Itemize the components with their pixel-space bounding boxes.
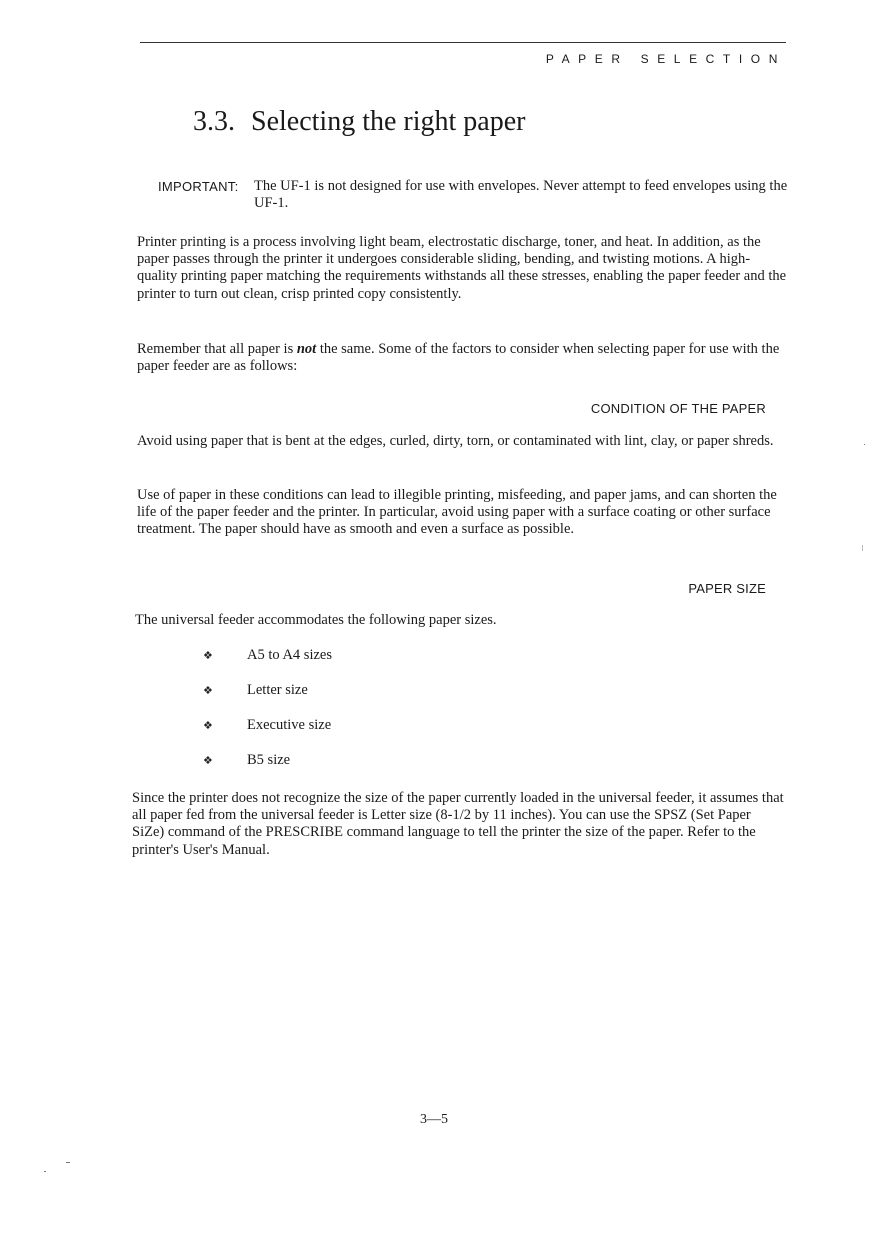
scan-speck (66, 1162, 70, 1163)
important-note (158, 178, 788, 212)
important-text: The UF-1 is not designed for use with envelopes. Never attempt to feed envelopes using the UF-1. (254, 178, 788, 211)
scan-speck (862, 545, 863, 551)
subheading-condition: CONDITION OF THE PAPER (590, 401, 766, 416)
remember-paragraph (137, 341, 789, 375)
list-item (203, 680, 332, 715)
section-heading (193, 104, 525, 140)
remember-emphasis: not (296, 341, 317, 357)
diamond-bullet-icon: ❖ (203, 649, 213, 662)
list-item (203, 750, 332, 785)
list-item-label: B5 size (247, 752, 291, 768)
size-intro-paragraph: The universal feeder accommodates the following paper sizes. (135, 612, 497, 628)
page-number: 3—5 (420, 1112, 448, 1127)
section-title: Selecting the right paper (251, 106, 526, 137)
list-item-label: Executive size (247, 717, 332, 733)
scan-speck (864, 444, 865, 445)
subheading-paper-size: PAPER SIZE (688, 581, 766, 596)
diamond-bullet-icon: ❖ (203, 719, 213, 732)
condition-paragraph-2: Use of paper in these conditions can lead to illegible printing, misfeeding, and paper jams, and can shorten the life of the paper feeder and the printer. In particular, avoid using paper with a surface coating or other surface treatment. The paper should have as smooth and even a surface as possible. (137, 487, 777, 538)
running-head: PAPER SELECTION (545, 52, 786, 66)
list-item (203, 645, 332, 680)
diamond-bullet-icon: ❖ (203, 684, 213, 697)
size-note-paragraph: Since the printer does not recognize the size of the paper currently loaded in the universal feeder, it assumes that all paper fed from the universal feeder is Letter size (8-1/2 by 11 inches). You can use the SPSZ (Set Paper SiZe) command of the PRESCRIBE command language to tell the printer the size of the paper. Refer to the printer's User's Manual. (132, 790, 784, 858)
paper-size-list (203, 645, 332, 785)
list-item-label: Letter size (247, 682, 308, 698)
header-rule (140, 42, 786, 43)
remember-text-end: the same. Some of the factors to consider when selecting paper for use with the paper feeder are as follows: (137, 341, 780, 375)
important-label: IMPORTANT: (158, 179, 239, 194)
section-number: 3.3. (193, 106, 235, 137)
scan-speck (44, 1171, 46, 1172)
remember-text-start: Remember that all paper is (137, 341, 297, 357)
list-item-label: A5 to A4 sizes (247, 647, 332, 663)
intro-paragraph: Printer printing is a process involving light beam, electrostatic discharge, toner, and heat. In addition, as the paper passes through the printer it undergoes considerable sliding, bending, and twisting motions. A high- quality printing paper matching the requirements withstands all these stresses, enabling the paper feeder and the printer to turn out clean, crisp printed copy consistently. (137, 234, 787, 302)
condition-paragraph-1: Avoid using paper that is bent at the edges, curled, dirty, torn, or contaminated with lint, clay, or paper shreds. (137, 433, 774, 449)
list-item (203, 715, 332, 750)
diamond-bullet-icon: ❖ (203, 754, 213, 767)
